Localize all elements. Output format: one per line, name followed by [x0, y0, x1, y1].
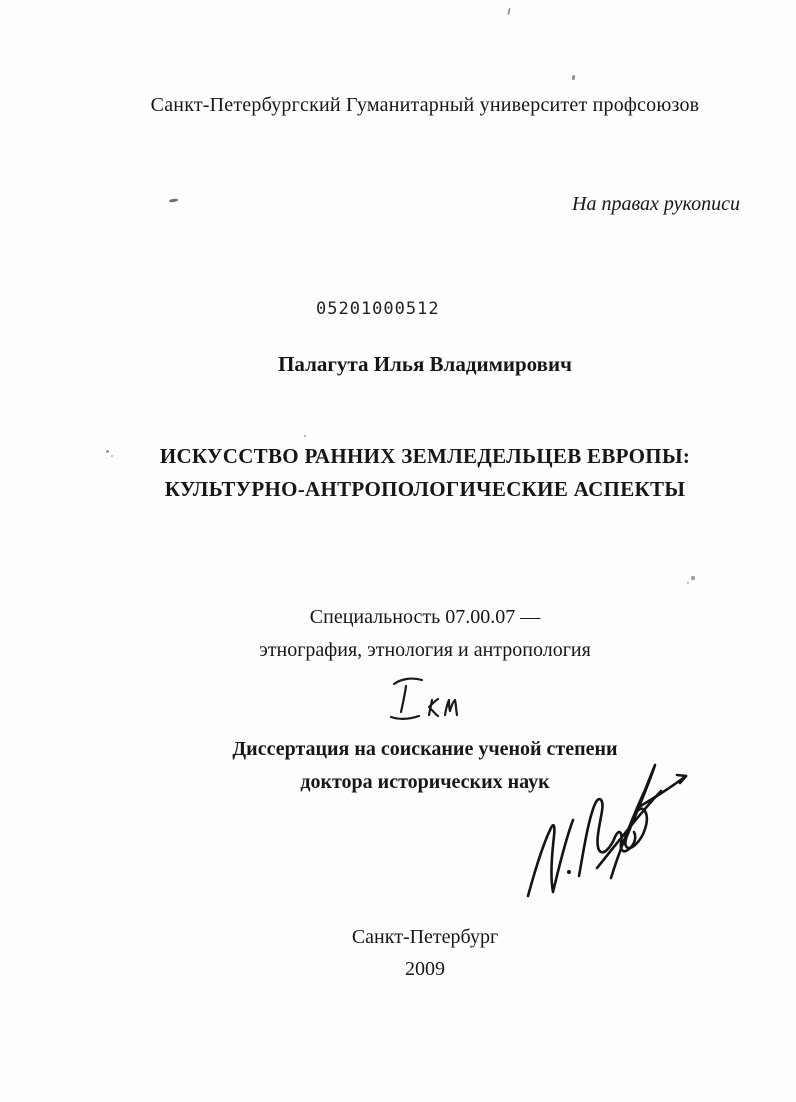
handwritten-mark-transcription	[0, 0, 1, 1]
scan-artifact-dot	[691, 576, 695, 580]
scan-artifact-dot	[687, 582, 689, 584]
scan-artifact-tick	[572, 75, 576, 80]
handwritten-volume-mark	[385, 671, 467, 725]
author-name: Палагута Илья Владимирович	[278, 352, 572, 376]
dissertation-title-line-1: ИСКУССТВО РАННИХ ЗЕМЛЕДЕЛЬЦЕВ ЕВРОПЫ:	[159, 444, 691, 468]
publication-city: Санкт-Петербург	[351, 926, 499, 948]
manuscript-rights-note: На правах рукописи	[572, 193, 740, 215]
university-name: Санкт-Петербургский Гуманитарный университет профсоюзов	[150, 94, 700, 116]
scan-artifact-dot	[111, 455, 113, 457]
publication-year: 2009	[405, 958, 445, 980]
scan-artifact-dot	[304, 435, 306, 437]
degree-statement-line-2: доктора исторических наук	[300, 771, 550, 793]
specialty-code: Специальность 07.00.07 —	[309, 606, 541, 628]
registration-number: 05201000512	[316, 299, 440, 319]
signature-scribble	[521, 758, 699, 904]
dissertation-title-line-2: КУЛЬТУРНО-АНТРОПОЛОГИЧЕСКИЕ АСПЕКТЫ	[164, 477, 686, 501]
scan-artifact-dot	[106, 450, 109, 453]
degree-statement-line-1: Диссертация на соискание ученой степени	[232, 738, 618, 760]
specialty-name: этнография, этнология и антропология	[259, 639, 591, 661]
scan-artifact-tick	[507, 8, 511, 15]
